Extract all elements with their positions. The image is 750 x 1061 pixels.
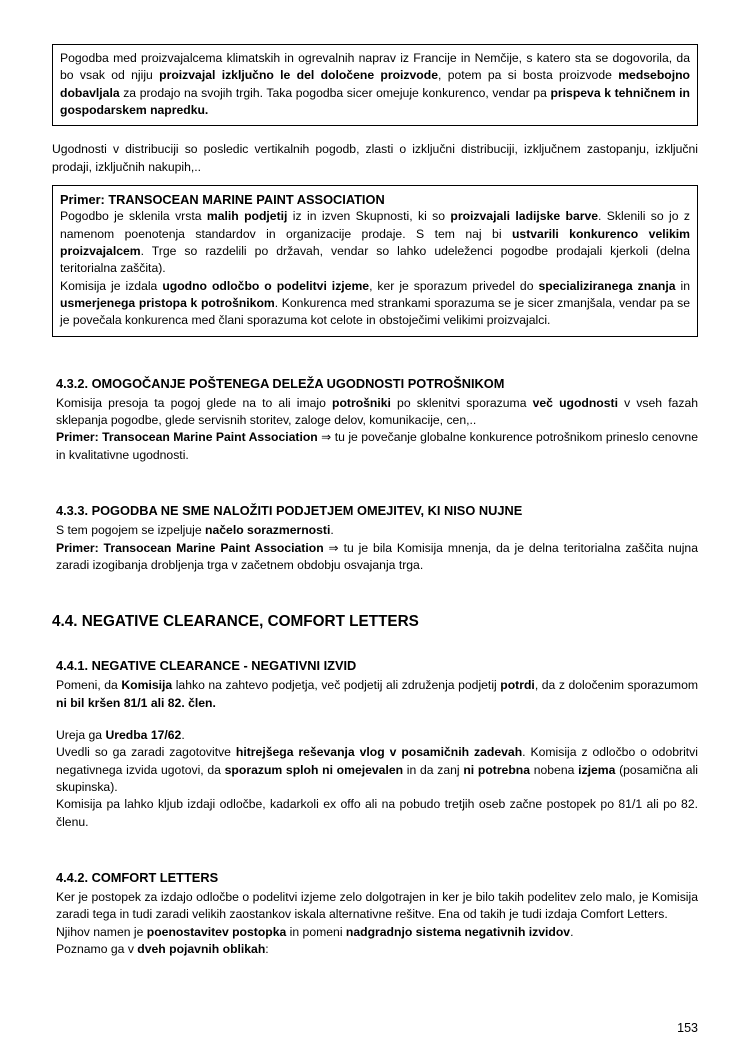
section-4-4-1 [52, 657, 698, 831]
section-4-4-1-paragraph-4: Komisija pa lahko kljub izdaji odločbe, kadarkoli ex offo ali na pobudo tretjih oseb začne postopek po 81/1 ali po 82. členu. [56, 797, 698, 829]
section-4-3-2 [52, 375, 698, 465]
section-4-3-2-example-label: Primer: Transocean Marine Paint Association [56, 430, 318, 445]
example-box-title: Primer: TRANSOCEAN MARINE PAINT ASSOCIATION [60, 191, 385, 207]
example-box-paragraph-2: Komisija je izdala ugodno odločbo o podelitvi izjeme, ker je sporazum privedel do specializiranega znanja in usmerjenega pristopa k potrošnikom. Konkurenca med strankami sporazuma se je sicer zmanjšala, vendar pa se je povečala konkurenca med člani sporazuma kot celote in obstoječimi velikimi proizvajalci. [60, 278, 690, 328]
example-box-paragraph-1: Pogodbo je sklenila vrsta malih podjetij iz in izven Skupnosti, ki so proizvajali ladijske barve. Sklenili so jo z namenom poenotenja standardov in organizacije prodaje. S tem naj bi ustvarili konkurenco velikim proizvajalcem. Trge so razdelili po državah, vendar so lahko udeleženci pogodbe prodajali kjerkoli (delna teritorialna zaščita). [60, 209, 691, 276]
section-4-4-1-paragraph-2: Ureja ga Uredba 17/62. [56, 727, 185, 742]
section-4-4-2-paragraph-3: Poznamo ga v dveh pojavnih oblikah: [56, 942, 269, 957]
after-box-paragraph: Ugodnosti v distribuciji so posledic vertikalnih pogodb, zlasti o izključni distribuciji, izključnem zastopanju, izključni prodaji, izključnih nakupih,.. [52, 142, 698, 174]
implies-arrow-icon: ⇒ [321, 430, 332, 445]
section-4-3-3-example [56, 540, 698, 575]
chapter-4-4-heading: 4.4. NEGATIVE CLEARANCE, COMFORT LETTERS [52, 613, 419, 631]
section-4-3-3-example-label: Primer: Transocean Marine Paint Association [56, 540, 324, 555]
section-4-3-3-body-bold: načelo sorazmernosti [205, 523, 331, 538]
intro-paragraph: Pogodba med proizvajalcema klimatskih in ogrevalnih naprav iz Francije in Nemčije, s katero sta se dogovorila, da bo vsak od njiju proizvajal izključno le del določene proizvode, potem pa si bosta proizvode medsebojno dobavljala za prodajo na svojih trgih. Taka pogodba sicer omejuje konkurenco, vendar pa prispeva k tehničnem in gospodarskem napredku. [60, 51, 690, 117]
section-4-4-2-paragraph-2: Njihov namen je poenostavitev postopka in pomeni nadgradnjo sistema negativnih izvidov. [56, 924, 574, 939]
section-4-4-1-paragraph-3: Uvedli so ga zaradi zagotovitve hitrejšega reševanja vlog v posamičnih zadevah. Komisija z odločbo o odobritvi negativnega izvida ugotovi, da sporazum sploh ni omejevalen in da zanj ni potrebna nobena izjema (posamična ali skupinska). [56, 745, 698, 794]
transocean-example-box [52, 185, 698, 337]
section-4-3-2-heading: 4.3.2. OMOGOČANJE POŠTENEGA DELEŽA UGODNOSTI POTROŠNIKOM [56, 375, 505, 391]
section-4-3-2-body: Komisija presoja ta pogoj glede na to ali imajo potrošniki po sklenitvi sporazuma več ugodnosti v vseh fazah sklepanja pogodbe, glede servisnih storitev, zaloge delov, komunikacije, cen,.. [56, 395, 699, 428]
section-4-4-1-heading: 4.4.1. NEGATIVE CLEARANCE - NEGATIVNI IZVID [56, 658, 357, 673]
section-4-3-2-example-text: tu je povečanje globalne konkurence potrošnikom prineslo cenovne in kvalitativne ugodnosti. [56, 430, 698, 462]
section-4-4-2 [52, 869, 698, 959]
section-4-3-2-example [56, 429, 698, 464]
section-4-4-2-paragraph-1: Ker je postopek za izdajo odločbe o podelitvi izjeme zelo dolgotrajen in ker je bilo takih podelitev zelo malo, je Komisija zaradi tega in tudi zaradi velikih zaostankov iskala alternativne rešitve. Ena od takih je tudi izdaja Comfort Letters. [56, 890, 698, 922]
section-4-4-2-heading: 4.4.2. COMFORT LETTERS [56, 869, 219, 885]
page-number: 153 [677, 1021, 698, 1035]
section-4-3-3-heading: 4.3.3. POGODBA NE SME NALOŽITI PODJETJEM OMEJITEV, KI NISO NUJNE [56, 503, 523, 519]
section-4-3-3 [52, 502, 698, 574]
section-4-3-3-body: S tem pogojem se izpeljuje načelo sorazmernosti. [56, 523, 334, 538]
intro-example-box [52, 44, 698, 126]
section-4-4-1-paragraph-1: Pomeni, da Komisija lahko na zahtevo podjetja, več podjetij ali združenja podjetij potrdi, da z določenim sporazumom ni bil kršen 81/1 ali 82. člen. [56, 678, 698, 710]
section-4-3-3-example-text: tu je bila Komisija mnenja, da je delna teritorialna zaščita nujna zaradi izogibanja drobljenja trga v začetnem obdobju osvajanja trga. [56, 540, 698, 573]
implies-arrow-icon: ⇒ [328, 540, 339, 555]
